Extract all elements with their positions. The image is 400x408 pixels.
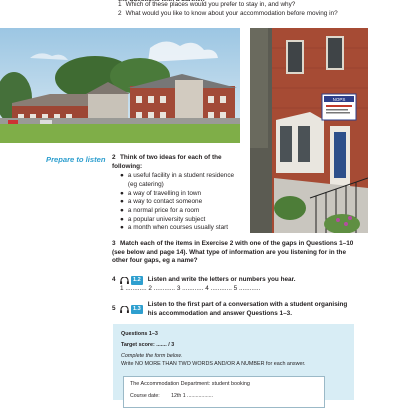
list-item-text: a useful facility in a student residence (eg catering)	[127, 172, 235, 188]
answer-blanks: 1 ............ 2 ............ 3 ............ 4 ............ 5 ............	[120, 284, 261, 292]
course-date-value[interactable]: 12th 1 ..................	[171, 393, 213, 399]
headphones-icon	[120, 277, 129, 284]
bullet-icon: ●	[120, 198, 124, 206]
exercise-5-number: 5	[112, 305, 116, 313]
list-item	[120, 172, 244, 189]
exercise-2-intro: Think of two ideas for each of the following:	[112, 154, 222, 170]
question-1-text: Which of these places would you prefer to stay in, and why?	[125, 1, 296, 8]
booking-form	[123, 376, 325, 408]
list-item	[120, 224, 244, 233]
list-item-text: a month when courses usually start	[127, 224, 229, 232]
exercise-3	[112, 240, 362, 266]
questions-panel	[113, 324, 354, 400]
list-item	[120, 216, 244, 225]
bullet-icon: ●	[120, 207, 124, 214]
exercise-2-heading	[112, 154, 244, 171]
list-item	[120, 190, 244, 199]
list-item	[120, 207, 244, 216]
target-score: Target score: ....... / 3	[121, 342, 175, 348]
list-item-text: a way of travelling in town	[127, 189, 202, 197]
bullet-icon: ●	[120, 224, 124, 232]
lawn-strip	[0, 118, 240, 143]
audio-track-badge[interactable]: 1.2	[133, 277, 141, 283]
prepare-to-listen-label: Prepare to listen	[46, 155, 106, 164]
bullet-icon: ●	[120, 189, 124, 197]
list-item-text: a popular university subject	[127, 215, 206, 223]
question-1	[118, 1, 388, 10]
course-date-row	[130, 393, 213, 399]
exercise-3-number: 3	[112, 240, 116, 247]
list-item	[120, 198, 244, 207]
exercise-3-text: Match each of the items in Exercise 2 with one of the gaps in Questions 1–10 (see below and page 14). What type of information are you listening for in the other four gaps, eg a name?	[112, 240, 354, 265]
list-item-text: a way to contact someone	[127, 198, 203, 206]
list-item-text: a normal price for a room	[127, 207, 200, 214]
exercise-2-number: 2	[112, 154, 116, 161]
exercise-2	[112, 154, 244, 233]
word-limit-rule: Write NO MORE THAN TWO WORDS AND/OR A NUMBER for each answer.	[121, 361, 306, 367]
exercise-4-text: Listen and write the letters or numbers you hear.	[147, 276, 296, 283]
terraced-house-photo	[250, 28, 368, 233]
exercise-5-text: Listen to the first part of a conversation with a student organising his accommodation and answer Questions 1–3.	[147, 301, 348, 317]
discussion-questions	[118, 0, 388, 18]
exercise-4-number: 4	[112, 276, 116, 283]
audio-track-badge[interactable]: 1.3	[133, 306, 141, 313]
question-2	[118, 10, 388, 19]
bullet-icon: ●	[120, 172, 124, 180]
sign-text: NOPS	[332, 97, 346, 102]
question-2-number: 2	[118, 9, 122, 17]
course-date-label: Course date:	[130, 393, 160, 399]
question-1-number: 1	[118, 1, 122, 8]
exercise-4	[112, 276, 362, 293]
form-title: The Accommodation Department: student booking	[130, 381, 250, 387]
bullet-icon: ●	[120, 215, 124, 223]
questions-title: Questions 1–3	[121, 331, 158, 337]
exercise-5	[112, 301, 362, 318]
form-instruction: Complete the form below.	[121, 353, 183, 359]
question-2-text: What would you like to know about your accommodation before moving in?	[125, 9, 338, 17]
idea-list	[112, 172, 244, 233]
headphones-icon	[120, 306, 129, 313]
